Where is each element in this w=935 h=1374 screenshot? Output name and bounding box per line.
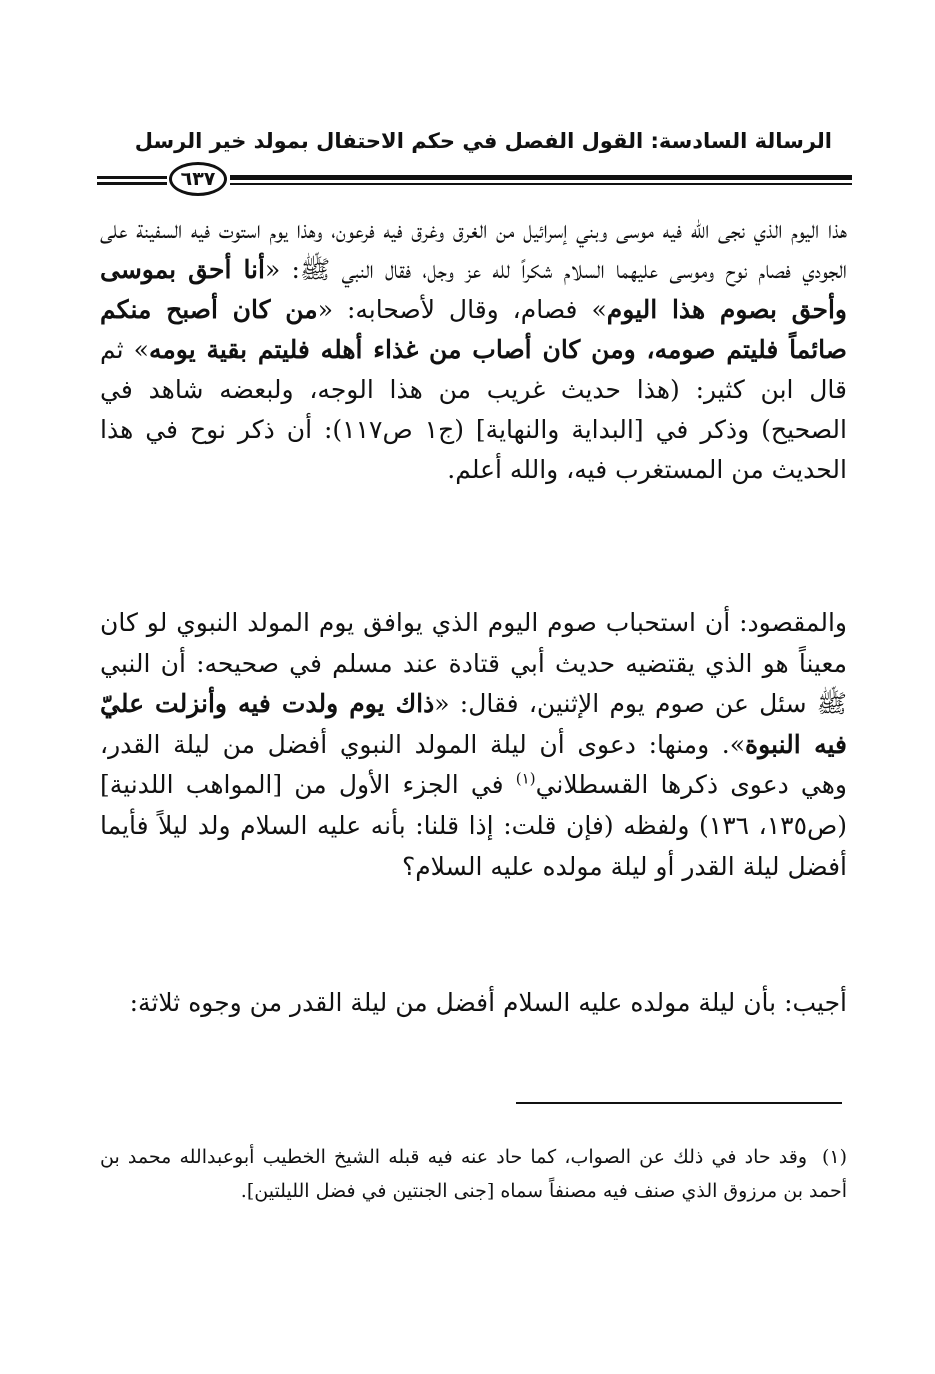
hadith-quote-3: ذاك يوم ولدت فيه وأنزلت عليّ فيه النبوة (100, 689, 847, 759)
header-rule-left-top (97, 176, 167, 179)
header-rule-left-bottom (97, 182, 167, 185)
hadith-quote-1: أنا أحق بموسى وأحق بصوم هذا اليوم (100, 255, 847, 324)
footnote (100, 1140, 847, 1208)
running-title: الرسالة السادسة: القول الفصل في حكم الاحتفال بمولد خير الرسل (134, 129, 832, 153)
paragraph-2-text-a: والمقصود: أن استحباب صوم اليوم الذي يوافق يوم المولد النبوي لو كان معيناً هو الذي يقتضيه حديث أبي قتادة عند مسلم في صحيحه: أن النبي ﷺ سئل عن صوم يوم الإثنين، فقال: « (100, 608, 847, 719)
paragraph-1-text-c: » ثم قال ابن كثير: (هذا حديث غريب من هذا الوجه، ولبعضه شاهد في الصحيح) وذكر في [البداية والنهاية] (ج١ ص١١٧): أن ذكر نوح في هذا الحديث من المستغرب فيه، والله أعلم. (100, 335, 847, 484)
footnote-text: وقد حاد في ذلك عن الصواب، كما حاد عنه فيه قبله الشيخ الخطيب أبوعبدالله محمد بن أحمد بن مرزوق الذي صنف فيه مصنفاً سماه [جنى الجنتين في فضل الليلتين]. (100, 1146, 847, 1202)
footnote-reference[interactable]: (١) (515, 770, 536, 789)
paragraph-1 (100, 210, 847, 490)
paragraph-1-text-b: » فصام، وقال لأصحابه: « (317, 295, 607, 324)
footnote-separator (516, 1102, 842, 1104)
footnote-marker: (١) (821, 1146, 847, 1168)
header-rule-right-top (230, 175, 852, 180)
header-rule-right-bottom (230, 183, 852, 185)
paragraph-2-text-c: في الجزء الأول من [المواهب اللدنية] (ص١٣٥، ١٣٦) ولفظه (فإن قلت: إذا قلنا: بأنه عليه السلام ولد ليلاً فأيما أفضل ليلة القدر أو ليلة مولده عليه السلام؟ (100, 770, 847, 881)
paragraph-1-text-a: هذا اليوم الذي نجى الله فيه موسى وبني إسرائيل من الغرق وغرق فيه فرعون، وهذا يوم استوت فيه السفينة على الجودي فصام نوح وموسى عليهما السلام شكراً لله عز وجل، فقال النبي ﷺ: « (100, 215, 847, 284)
hadith-quote-2: من كان أصبح منكم صائماً فليتم صومه، ومن كان أصاب من غذاء أهله فليتم بقية يومه (100, 295, 848, 364)
paragraph-2 (100, 603, 847, 887)
paragraph-2-text-b: ». ومنها: دعوى أن ليلة المولد النبوي أفضل من ليلة القدر، وهي دعوى ذكرها القسطلاني (100, 729, 847, 800)
header-rule (97, 160, 852, 202)
paragraph-3: أجيب: بأن ليلة مولده عليه السلام أفضل من ليلة القدر من وجوه ثلاثة: (129, 988, 847, 1017)
page-number: ٦٣٧ (169, 162, 227, 196)
